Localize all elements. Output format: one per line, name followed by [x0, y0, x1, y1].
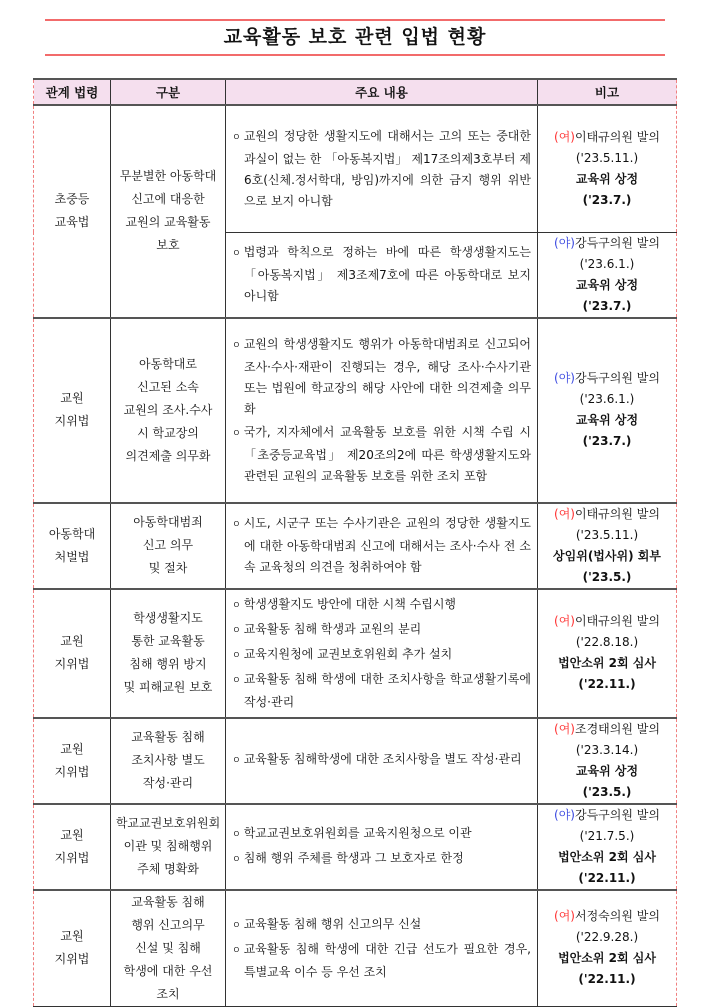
category-line: 및 절차: [148, 561, 188, 575]
table-row: [34, 589, 677, 718]
proposal-date: ('21.7.5.): [579, 828, 635, 843]
law-line: 교원: [60, 929, 84, 943]
content-text: 교육활동 침해 학생에 대한 조치사항을 학교생활기록에 작성·관리: [243, 671, 531, 709]
law-line: 처벌법: [54, 549, 90, 564]
law-line: 교원: [60, 827, 84, 842]
party-badge: (여): [554, 129, 575, 144]
status-date: ('23.5.): [582, 784, 632, 799]
law-cell: [34, 318, 111, 503]
content-cell: [226, 503, 538, 589]
bullet-icon: ㅇ: [232, 675, 241, 686]
status-date: ('22.11.): [578, 677, 636, 691]
category-line: 및 피해교원 보호: [123, 680, 213, 694]
law-line: 지위법: [54, 657, 90, 671]
remark-cell: [538, 589, 677, 718]
table-row: [34, 318, 677, 503]
category-line: 의견제출 의무화: [125, 448, 211, 463]
law-line: 아동학대: [48, 526, 96, 541]
content-text: 학교교권보호위원회를 교육지원청으로 이관: [243, 825, 472, 840]
bullet-icon: ㅇ: [232, 829, 241, 840]
law-line: 교원: [60, 741, 84, 756]
sponsor-name: 이태규의원 발의: [575, 506, 660, 521]
header-law: 관계 법령: [34, 79, 111, 105]
party-badge: (야): [554, 807, 575, 822]
category-line: 신설 및 침해: [135, 940, 201, 955]
table-row: [34, 105, 677, 232]
law-cell: [34, 589, 111, 718]
law-cell: [34, 503, 111, 589]
content-cell: [226, 318, 538, 503]
content-cell: [226, 232, 538, 318]
content-item: [232, 594, 531, 617]
category-line: 조치사항 별도: [131, 753, 205, 767]
law-line: 초중등: [54, 192, 90, 207]
remark-cell: [538, 232, 677, 318]
content-text: 교육활동 침해 학생과 교원의 분리: [243, 621, 422, 636]
content-item: [232, 242, 531, 307]
party-badge: (여): [554, 614, 575, 628]
category-line: 아동학대로: [139, 356, 197, 371]
category-line: 보호: [156, 238, 180, 253]
proposal-date: ('22.9.28.): [575, 930, 639, 944]
table-row: [34, 503, 677, 589]
proposal-date: ('23.5.11.): [575, 527, 639, 542]
sponsor-name: 강득구의원 발의: [575, 371, 660, 385]
table-row: [34, 804, 677, 890]
law-line: 지위법: [54, 764, 90, 779]
category-line: 주체 명확화: [137, 862, 199, 876]
sponsor-name: 강득구의원 발의: [575, 807, 660, 822]
proposal-date: ('23.6.1.): [579, 256, 635, 271]
header-content: 주요 내용: [226, 79, 538, 105]
content-text: 교원의 정당한 생활지도에 대해서는 고의 또는 중대한 과실이 없는 한 「아동복지법」 제17조의제3호부터 제6호(신체.정서학대, 방임)까지에 의한 금지 행위 위반으로 보지 아니함: [243, 128, 531, 208]
proposal-date: ('22.8.18.): [575, 635, 639, 649]
category-line: 무분별한 아동학대: [119, 169, 217, 184]
category-cell: [111, 890, 226, 1007]
law-line: 교원: [60, 391, 84, 405]
sponsor-name: 이태규의원 발의: [575, 129, 660, 144]
law-line: 교원: [60, 634, 84, 648]
law-line: 지위법: [54, 952, 90, 966]
status-date: ('23.7.): [582, 192, 632, 207]
bullet-icon: ㅇ: [232, 650, 241, 661]
status-date: ('23.7.): [582, 298, 632, 313]
category-line: 침해 행위 방지: [129, 657, 207, 671]
remark-cell: [538, 105, 677, 232]
content-text: 교육지원청에 교권보호위원회 추가 설치: [243, 646, 453, 661]
content-text: 교육활동 침해 학생에 대한 긴급 선도가 필요한 경우, 특별교육 이수 등 우선 조치: [243, 941, 531, 979]
sponsor-line: [538, 906, 676, 927]
content-cell: [226, 804, 538, 890]
bullet-icon: ㅇ: [232, 249, 241, 259]
category-line: 학교교권보호위원회: [115, 816, 221, 830]
table-row: [34, 718, 677, 804]
bullet-icon: ㅇ: [232, 756, 241, 766]
bullet-icon: ㅇ: [232, 340, 241, 351]
content-item: [232, 823, 531, 846]
category-line: 시 학교장의: [137, 425, 199, 440]
law-cell: [34, 105, 111, 318]
category-line: 신고에 대응한: [131, 192, 205, 207]
category-line: 학생에 대한 우선: [123, 963, 213, 978]
category-line: 교원의 교육활동: [125, 215, 211, 230]
content-text: 국가, 지자체에서 교육활동 보호를 위한 시책 수립 시 「초중등교육법」 제20조의2에 따른 학생생활지도와 관련된 교원의 교육활동 보호를 위한 조치 포함: [243, 424, 531, 483]
status: 교육위 상정: [575, 413, 639, 427]
law-line: 지위법: [54, 414, 90, 428]
sponsor-line: [538, 611, 676, 632]
sponsor-name: 강득구의원 발의: [575, 235, 660, 250]
category-line: 조치: [156, 986, 180, 1001]
status-date: ('23.7.): [582, 434, 632, 448]
party-badge: (여): [554, 506, 575, 521]
content-text: 학생생활지도 방안에 대한 시책 수립시행: [243, 596, 457, 611]
bullet-icon: ㅇ: [232, 520, 241, 530]
status-date: ('22.11.): [578, 972, 636, 986]
sponsor-line: [538, 127, 676, 148]
category-line: 학생생활지도: [133, 611, 203, 625]
law-line: 지위법: [54, 850, 90, 865]
sponsor-line: [538, 504, 676, 525]
law-cell: [34, 804, 111, 890]
sponsor-line: [538, 805, 676, 826]
party-badge: (야): [554, 371, 575, 385]
category-line: 행위 신고의무: [131, 917, 205, 932]
sponsor-line: [538, 719, 676, 740]
category-line: 작성·관리: [142, 776, 194, 790]
sponsor-name: 조경태의원 발의: [575, 721, 660, 736]
content-item: [232, 126, 531, 212]
content-item: [232, 939, 531, 983]
bullet-icon: ㅇ: [232, 132, 241, 143]
remark-cell: [538, 804, 677, 890]
content-text: 침해 행위 주체를 학생과 그 보호자로 한정: [243, 850, 464, 865]
content-text: 교육활동 침해 행위 신고의무 신설: [243, 916, 422, 931]
remark-cell: [538, 718, 677, 804]
status: 교육위 상정: [575, 171, 639, 186]
category-cell: [111, 804, 226, 890]
bullet-icon: ㅇ: [232, 854, 241, 865]
category-line: 통한 교육활동: [131, 634, 205, 648]
remark-cell: [538, 318, 677, 503]
header-remark: 비고: [538, 79, 677, 105]
bullet-icon: ㅇ: [232, 600, 241, 611]
sponsor-name: 서정숙의원 발의: [575, 909, 660, 923]
category-line: 교육활동 침해: [131, 894, 205, 909]
proposal-date: ('23.5.11.): [575, 150, 639, 165]
remark-cell: [538, 890, 677, 1007]
content-cell: [226, 589, 538, 718]
content-item: [232, 644, 531, 667]
status: 법안소위 2회 심사: [558, 656, 656, 670]
status: 교육위 상정: [575, 763, 639, 778]
content-item: [232, 848, 531, 871]
content-item: [232, 669, 531, 713]
bullet-icon: ㅇ: [232, 920, 241, 931]
content-item: [232, 422, 531, 487]
category-cell: [111, 318, 226, 503]
content-item: [232, 749, 531, 772]
status: 법안소위 2회 심사: [558, 849, 656, 864]
content-cell: [226, 105, 538, 232]
sponsor-name: 이태규의원 발의: [575, 614, 660, 628]
page-title: 교육활동 보호 관련 입법 현황: [223, 26, 487, 48]
header-category: 구분: [111, 79, 226, 105]
title-rule-bottom: [45, 54, 665, 56]
content-text: 시도, 시군구 또는 수사기관은 교원의 정당한 생활지도에 대한 아동학대범죄 신고에 대해서는 조사·수사 전 소속 교육청의 의견을 청취하여야 함: [243, 516, 531, 574]
category-line: 교육활동 침해: [131, 730, 205, 744]
party-badge: (여): [554, 721, 575, 736]
content-text: 교원의 학생생활지도 행위가 아동학대범죄로 신고되어 조사·수사·재판이 진행되는 경우, 해당 조사·수사기관 또는 법원에 학교장의 해당 사안에 대한 의견제출 의무화: [243, 336, 531, 416]
status-date: ('23.5.): [582, 569, 632, 584]
legislation-table: [33, 78, 677, 1007]
category-cell: [111, 718, 226, 804]
proposal-date: ('23.3.14.): [575, 742, 639, 757]
status: 법안소위 2회 심사: [558, 951, 656, 965]
category-cell: [111, 503, 226, 589]
category-line: 신고된 소속: [137, 379, 199, 394]
sponsor-line: [538, 368, 676, 389]
category-cell: [111, 105, 226, 318]
content-item: [232, 513, 531, 578]
sponsor-line: [538, 233, 676, 254]
category-line: 이관 및 침해행위: [123, 839, 213, 853]
remark-cell: [538, 503, 677, 589]
category-line: 아동학대범죄: [133, 515, 203, 529]
law-line: 교육법: [54, 215, 90, 230]
content-text: 법령과 학칙으로 정하는 바에 따른 학생생활지도는 「아동복지법」 제3조제7호에 따른 아동학대로 보지 아니함: [243, 245, 531, 303]
table-header: [34, 79, 677, 105]
law-cell: [34, 890, 111, 1007]
content-cell: [226, 718, 538, 804]
content-cell: [226, 890, 538, 1007]
bullet-icon: ㅇ: [232, 428, 241, 439]
status: 교육위 상정: [575, 277, 639, 292]
party-badge: (여): [554, 909, 575, 923]
category-line: 교원의 조사.수사: [123, 402, 213, 417]
law-cell: [34, 718, 111, 804]
content-item: [232, 619, 531, 642]
proposal-date: ('23.6.1.): [579, 392, 635, 406]
bullet-icon: ㅇ: [232, 945, 241, 956]
table-row: [34, 890, 677, 1007]
bullet-icon: ㅇ: [232, 625, 241, 636]
content-item: [232, 914, 531, 937]
party-badge: (야): [554, 235, 575, 250]
title-rule-top: [45, 19, 665, 21]
category-cell: [111, 589, 226, 718]
content-item: [232, 334, 531, 420]
category-line: 신고 의무: [142, 538, 194, 552]
status: 상임위(법사위) 회부: [553, 548, 661, 563]
status-date: ('22.11.): [578, 870, 636, 885]
content-text: 교육활동 침해학생에 대한 조치사항을 별도 작성·관리: [243, 752, 522, 766]
